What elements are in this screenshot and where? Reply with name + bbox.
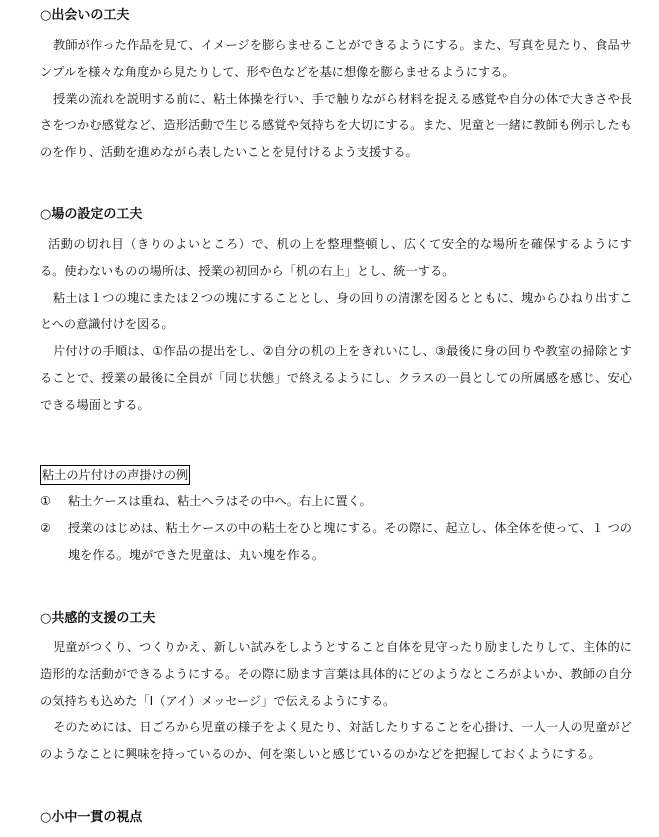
paragraph: 教師が作った作品を見て、イメージを膨らませることができるようにする。また、写真を見たり、食品サンプルを様々な角度から見たりして、形や色などを基に想像を膨らませるようにする。 xyxy=(40,38,632,79)
list-item xyxy=(40,488,632,515)
section-heading-encounter: ○出会いの工夫 xyxy=(40,8,130,23)
paragraph: 活動の切れ目（きりのよいところ）で、机の上を整理整頓し、広くて安全的な場所を確保するようにする。使わないものの場所は、授業の初回から「机の右上」とし、統一する。 xyxy=(40,237,632,278)
section-body-support xyxy=(40,634,632,768)
cleanup-list xyxy=(40,488,632,568)
cleanup-examples-label: 粘土の片付けの声掛けの例 xyxy=(40,465,190,485)
paragraph: 授業の流れを説明する前に、粘土体操を行い、手で触りながら材料を捉える感覚や自分の体で大きさや長さをつかむ感覚など、造形活動で生じる感覚や気持ちを大切にする。また、児童と一緒に教師も例示したものを作り、活動を進めながら表したいことを見付けるよう支援する。 xyxy=(40,91,632,160)
list-text: 授業のはじめは、粘土ケースの中の粘土をひと塊にする。その際に、起立し、体全体を使って、１ つの塊を作る。塊ができた児童は、丸い塊を作る。 xyxy=(68,520,632,562)
paragraph: 児童がつくり、つくりかえ、新しい試みをしようとすること自体を見守ったり励ましたりして、主体的に造形的な活動ができるようにする。その際に励ます言葉は具体的にどのようなところがよいか、教師の自分の気持ちも込めた「I（アイ）メッセージ」で伝えるようにする。 xyxy=(40,640,632,708)
section-heading-setting: ○場の設定の工夫 xyxy=(40,207,143,222)
list-number: ② xyxy=(40,520,51,535)
section-body-encounter xyxy=(40,32,632,166)
list-text: 粘土ケースは重ね、粘土ヘラはその中へ。右上に置く。 xyxy=(68,494,372,508)
list-number: ① xyxy=(40,494,51,508)
section-heading-consistency: ○小中一貫の視点 xyxy=(40,810,143,825)
paragraph: 片付けの手順は、①作品の提出をし、②自分の机の上をきれいにし、③最後に身の回りや教室の掃除とすることで、授業の最後に全員が「同じ状態」で終えるようにし、クラスの一員としての所属感を感じ、安心できる場面とする。 xyxy=(40,344,632,412)
cleanup-examples xyxy=(40,464,632,485)
section-heading-support: ○共感的支援の工夫 xyxy=(40,611,156,626)
paragraph: 粘土は１つの塊にまたは２つの塊にすることとし、身の回りの清潔を図るとともに、塊からひねり出すことへの意識付けを図る。 xyxy=(40,290,632,332)
section-body-setting xyxy=(40,231,632,419)
list-item xyxy=(40,515,632,569)
paragraph: そのためには、日ごろから児童の様子をよく見たり、対話したりすることを心掛け、一人一人の児童がどのようなことに興味を持っているのか、何を楽しいと感じているのかなどを把握しておくようにする。 xyxy=(40,720,632,762)
